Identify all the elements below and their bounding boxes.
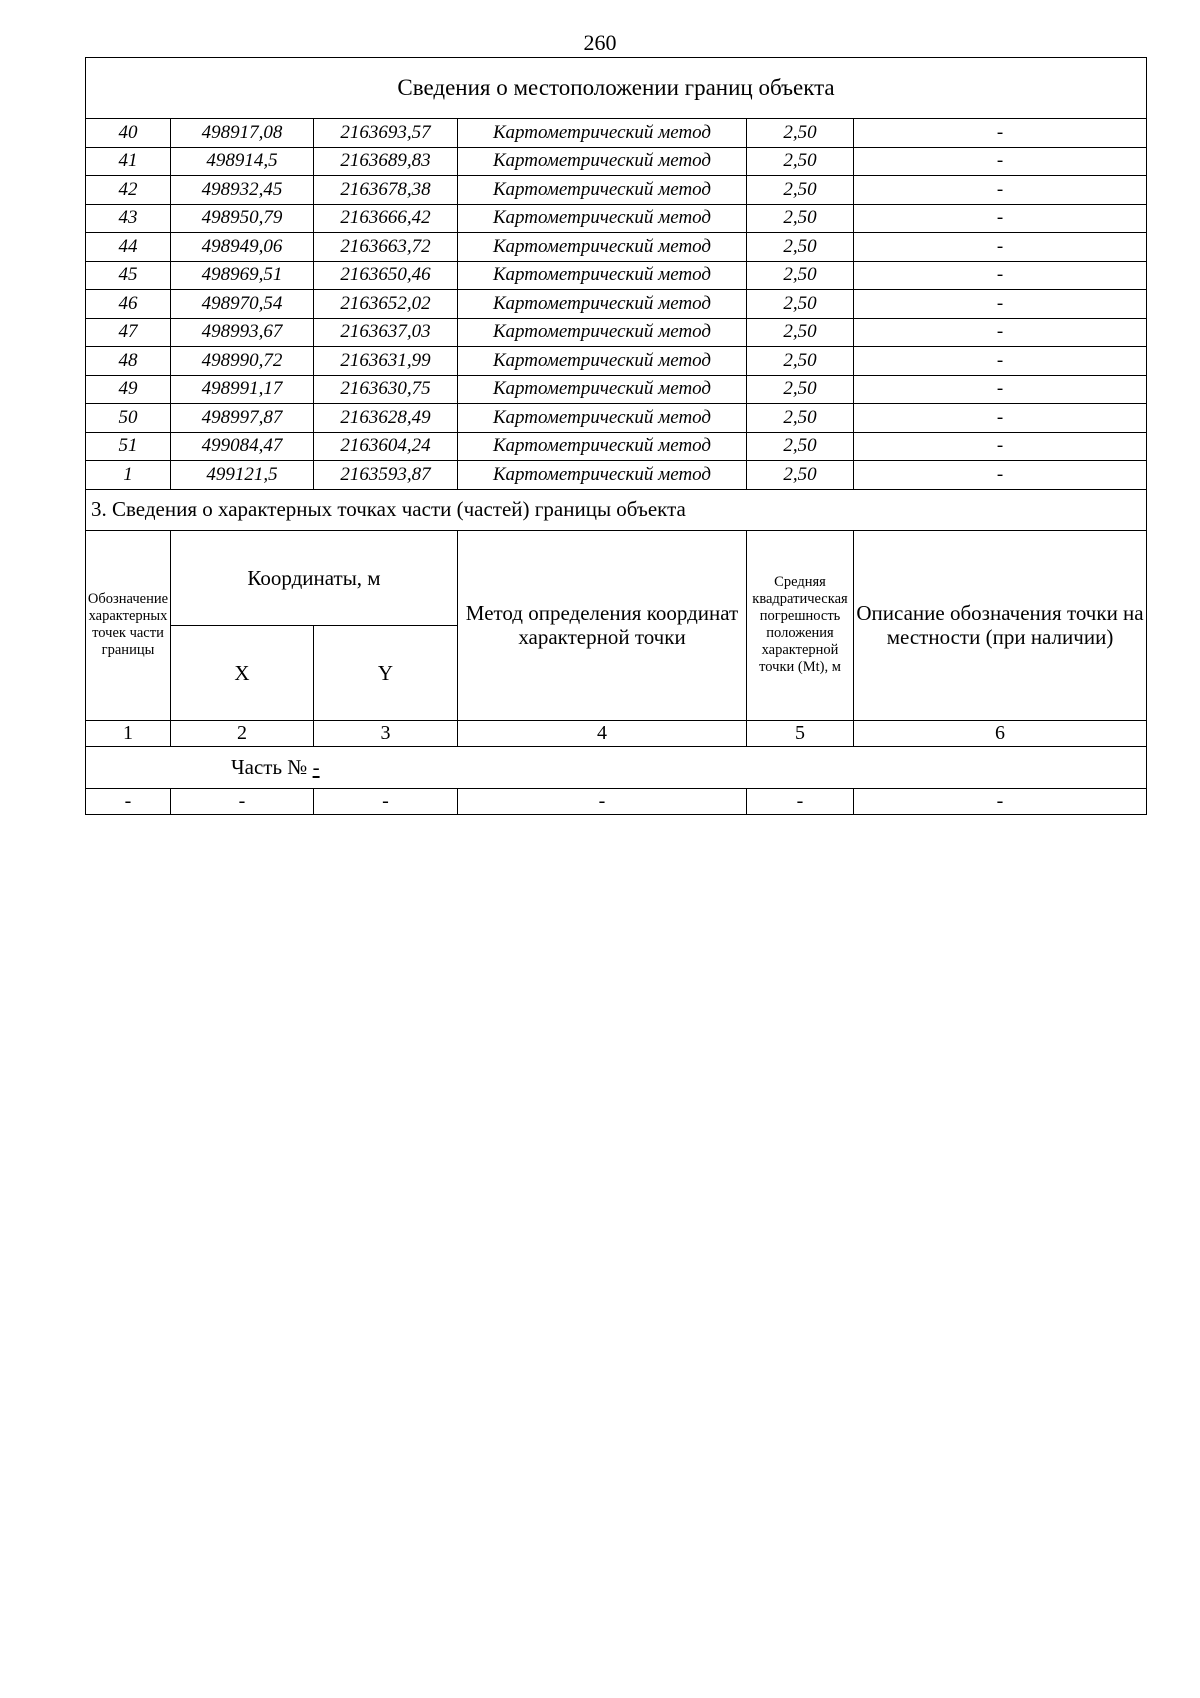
point-cell: 47 (86, 318, 171, 347)
point-cell: 43 (86, 204, 171, 233)
x-coord-cell: 499121,5 (171, 461, 314, 490)
header-coordinates: Координаты, м (171, 530, 458, 625)
table-row (86, 233, 1147, 262)
description-cell: - (854, 261, 1147, 290)
column-number: 4 (458, 720, 747, 746)
accuracy-cell: 2,50 (747, 461, 854, 490)
point-cell: 50 (86, 404, 171, 433)
part-number: - (312, 754, 320, 779)
method-cell: Картометрический метод (458, 233, 747, 262)
y-coord-cell: 2163689,83 (314, 147, 458, 176)
accuracy-cell: 2,50 (747, 233, 854, 262)
column-numbers-row (86, 720, 1147, 746)
method-cell: Картометрический метод (458, 176, 747, 205)
description-cell: - (854, 432, 1147, 461)
x-coord-cell: 498997,87 (171, 404, 314, 433)
y-coord-cell: 2163593,87 (314, 461, 458, 490)
point-cell: 45 (86, 261, 171, 290)
description-cell: - (854, 404, 1147, 433)
section-3-header-row (86, 530, 1147, 625)
y-coord-cell: 2163693,57 (314, 119, 458, 148)
x-coord-cell: 498914,5 (171, 147, 314, 176)
table-row (86, 176, 1147, 205)
table-row (86, 375, 1147, 404)
point-cell: 1 (86, 461, 171, 490)
header-method: Метод определения координат характерной точки (458, 530, 747, 720)
boundary-table (85, 57, 1147, 815)
description-cell: - (854, 233, 1147, 262)
page-number: 260 (583, 30, 617, 55)
point-cell: 46 (86, 290, 171, 319)
y-coord-cell: 2163678,38 (314, 176, 458, 205)
x-coord-cell: 498990,72 (171, 347, 314, 376)
table-row (86, 432, 1147, 461)
accuracy-cell: 2,50 (747, 176, 854, 205)
accuracy-cell: 2,50 (747, 404, 854, 433)
accuracy-cell: 2,50 (747, 347, 854, 376)
method-cell: Картометрический метод (458, 204, 747, 233)
header-y: Y (314, 625, 458, 720)
x-coord-cell: 498969,51 (171, 261, 314, 290)
table-row (86, 290, 1147, 319)
header-description: Описание обозначения точки на местности (при наличии) (854, 530, 1147, 720)
method-cell: Картометрический метод (458, 432, 747, 461)
point-cell: 51 (86, 432, 171, 461)
y-coord-cell: 2163652,02 (314, 290, 458, 319)
method-cell: Картометрический метод (458, 147, 747, 176)
method-cell: Картометрический метод (458, 119, 747, 148)
y-coord-cell: 2163628,49 (314, 404, 458, 433)
accuracy-cell: 2,50 (747, 147, 854, 176)
y-coord-cell: 2163650,46 (314, 261, 458, 290)
column-number: 5 (747, 720, 854, 746)
description-cell: - (854, 461, 1147, 490)
table-title-row (86, 58, 1147, 119)
table-title: Сведения о местоположении границ объекта (86, 58, 1147, 119)
x-coord-cell: 498950,79 (171, 204, 314, 233)
description-cell: - (854, 147, 1147, 176)
table-row (86, 788, 1147, 814)
method-cell: Картометрический метод (458, 375, 747, 404)
y-coord-cell: 2163604,24 (314, 432, 458, 461)
column-number: 3 (314, 720, 458, 746)
method-cell: Картометрический метод (458, 404, 747, 433)
accuracy-cell: 2,50 (747, 432, 854, 461)
column-number: 6 (854, 720, 1147, 746)
x-coord-cell: 498949,06 (171, 233, 314, 262)
x-coord-cell: 498970,54 (171, 290, 314, 319)
table-row (86, 318, 1147, 347)
accuracy-cell: 2,50 (747, 375, 854, 404)
y-coord-cell: 2163637,03 (314, 318, 458, 347)
x-coord-cell: 499084,47 (171, 432, 314, 461)
description-cell: - (854, 290, 1147, 319)
accuracy-cell: 2,50 (747, 318, 854, 347)
description-cell: - (854, 375, 1147, 404)
empty-value-cell: - (854, 788, 1147, 814)
method-cell: Картометрический метод (458, 461, 747, 490)
description-cell: - (854, 347, 1147, 376)
part-cell (86, 746, 1147, 788)
description-cell: - (854, 119, 1147, 148)
method-cell: Картометрический метод (458, 290, 747, 319)
point-cell: 41 (86, 147, 171, 176)
section-3-title-row (86, 489, 1147, 530)
description-cell: - (854, 176, 1147, 205)
description-cell: - (854, 318, 1147, 347)
point-cell: 40 (86, 119, 171, 148)
x-coord-cell: 498917,08 (171, 119, 314, 148)
x-coord-cell: 498991,17 (171, 375, 314, 404)
point-cell: 44 (86, 233, 171, 262)
table-row (86, 261, 1147, 290)
accuracy-cell: 2,50 (747, 119, 854, 148)
table-row (86, 347, 1147, 376)
column-number: 2 (171, 720, 314, 746)
y-coord-cell: 2163630,75 (314, 375, 458, 404)
y-coord-cell: 2163663,72 (314, 233, 458, 262)
section-3-title: 3. Сведения о характерных точках части (частей) границы объекта (86, 489, 1147, 530)
point-cell: 42 (86, 176, 171, 205)
part-row (86, 746, 1147, 788)
accuracy-cell: 2,50 (747, 204, 854, 233)
point-cell: 49 (86, 375, 171, 404)
method-cell: Картометрический метод (458, 318, 747, 347)
method-cell: Картометрический метод (458, 347, 747, 376)
y-coord-cell: 2163631,99 (314, 347, 458, 376)
method-cell: Картометрический метод (458, 261, 747, 290)
header-accuracy: Средняя квадратическая погрешность положения характерной точки (Mt), м (747, 530, 854, 720)
x-coord-cell: 498932,45 (171, 176, 314, 205)
empty-value-cell: - (171, 788, 314, 814)
x-coord-cell: 498993,67 (171, 318, 314, 347)
accuracy-cell: 2,50 (747, 261, 854, 290)
description-cell: - (854, 204, 1147, 233)
accuracy-cell: 2,50 (747, 290, 854, 319)
table-row (86, 204, 1147, 233)
empty-value-cell: - (747, 788, 854, 814)
column-number: 1 (86, 720, 171, 746)
empty-value-cell: - (458, 788, 747, 814)
table-row (86, 119, 1147, 148)
empty-value-cell: - (86, 788, 171, 814)
y-coord-cell: 2163666,42 (314, 204, 458, 233)
point-cell: 48 (86, 347, 171, 376)
table-row (86, 147, 1147, 176)
part-label: Часть № (231, 754, 308, 779)
empty-value-cell: - (314, 788, 458, 814)
table-row (86, 461, 1147, 490)
header-x: X (171, 625, 314, 720)
table-row (86, 404, 1147, 433)
header-point-designation: Обозначение характерных точек части границы (86, 530, 171, 720)
